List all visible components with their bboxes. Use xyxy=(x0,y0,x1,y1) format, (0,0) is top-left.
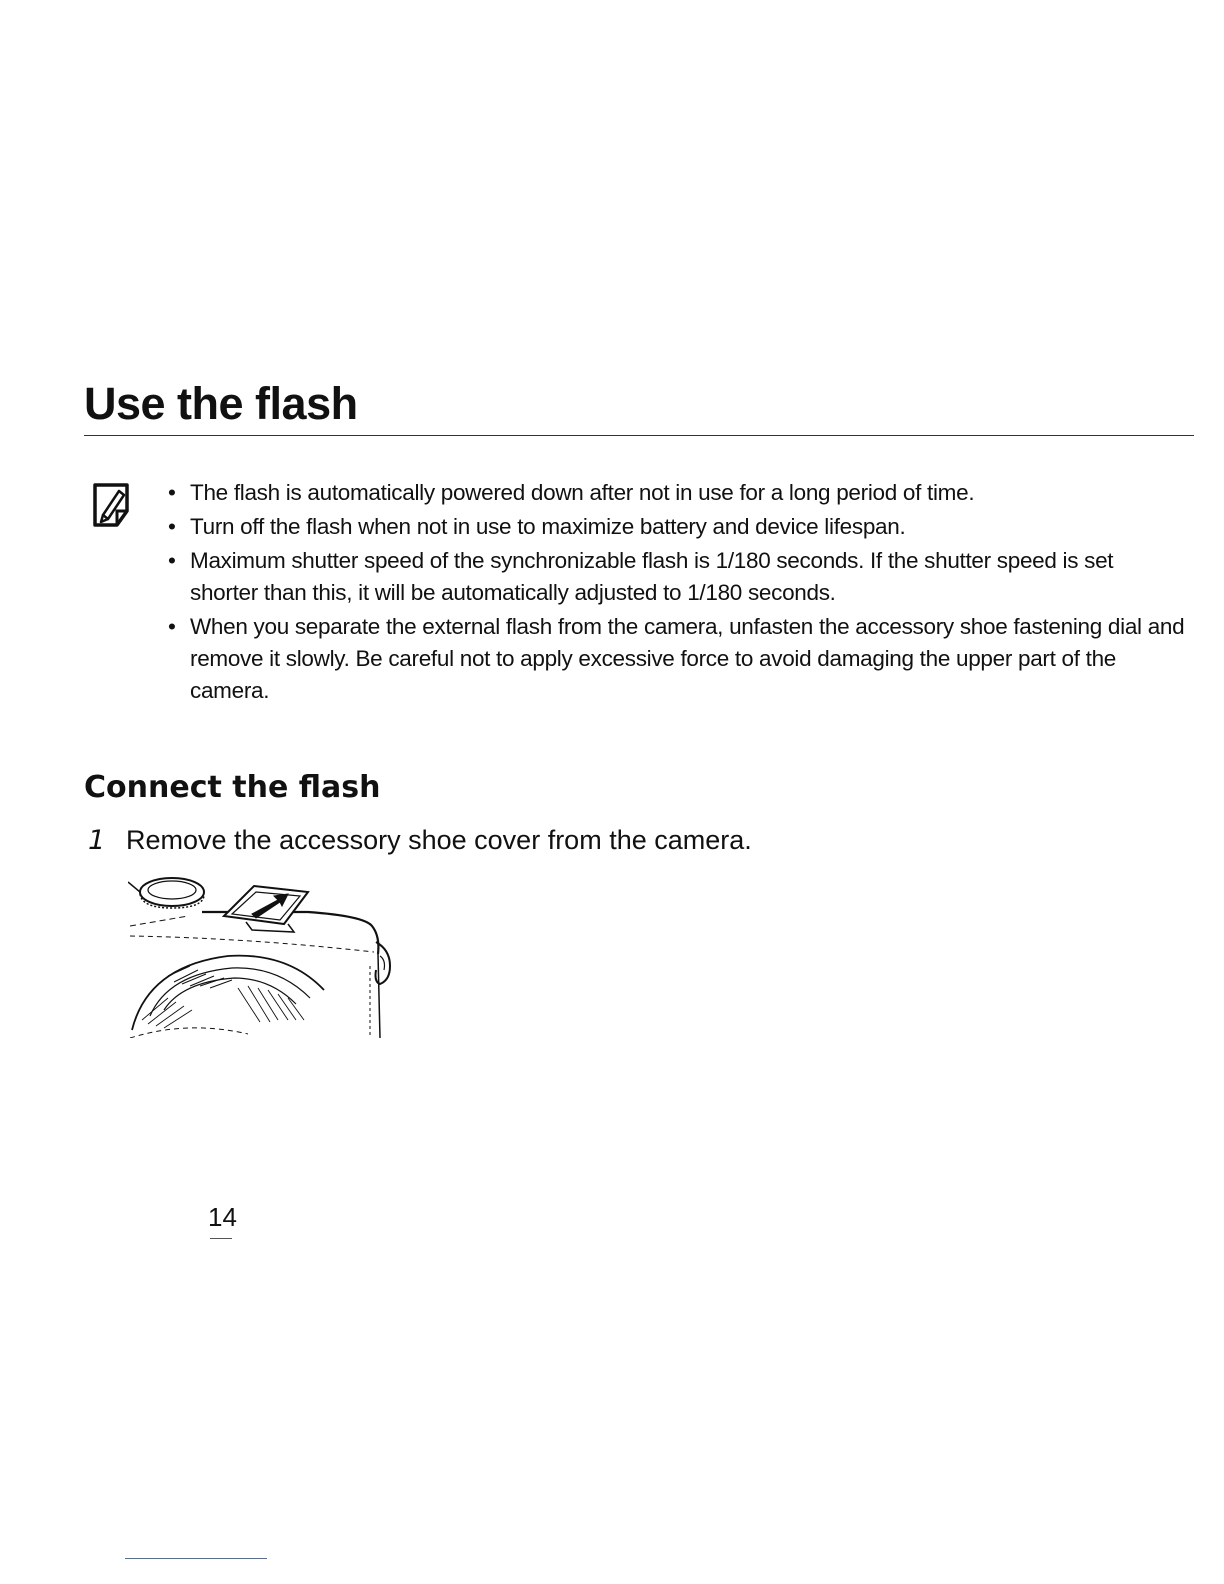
page-number-underline xyxy=(210,1238,232,1239)
note-item xyxy=(166,511,1186,543)
note-item xyxy=(166,611,1186,707)
camera-accessory-shoe-illustration xyxy=(128,870,396,1038)
step-number: 1 xyxy=(88,825,106,856)
note-item-text: Maximum shutter speed of the synchronizable flash is 1/180 seconds. If the shutter speed is set shorter than this, it will be automatically adjusted to 1/180 seconds. xyxy=(190,548,1114,605)
bullet-icon: • xyxy=(168,548,176,573)
footer-divider xyxy=(125,1558,267,1559)
step-item xyxy=(84,820,752,861)
bullet-icon: • xyxy=(168,514,176,539)
section-title: Connect the flash xyxy=(84,770,381,805)
step-text: Remove the accessory shoe cover from the camera. xyxy=(126,825,752,855)
note-item-text: The flash is automatically powered down after not in use for a long period of time. xyxy=(190,480,975,505)
page-number: 14 xyxy=(208,1202,237,1232)
note-list xyxy=(166,477,1186,709)
bullet-icon: • xyxy=(168,614,176,639)
note-item xyxy=(166,545,1186,609)
note-item-text: Turn off the flash when not in use to maximize battery and device lifespan. xyxy=(190,514,906,539)
note-item xyxy=(166,477,1186,509)
note-pencil-icon xyxy=(89,481,145,531)
bullet-icon: • xyxy=(168,480,176,505)
title-divider xyxy=(84,435,1194,436)
page-title: Use the flash xyxy=(84,378,358,429)
note-item-text: When you separate the external flash from the camera, unfasten the accessory shoe fastening dial and remove it slowly. Be careful not to apply excessive force to avoid damaging the upper part of the camera. xyxy=(190,614,1185,703)
